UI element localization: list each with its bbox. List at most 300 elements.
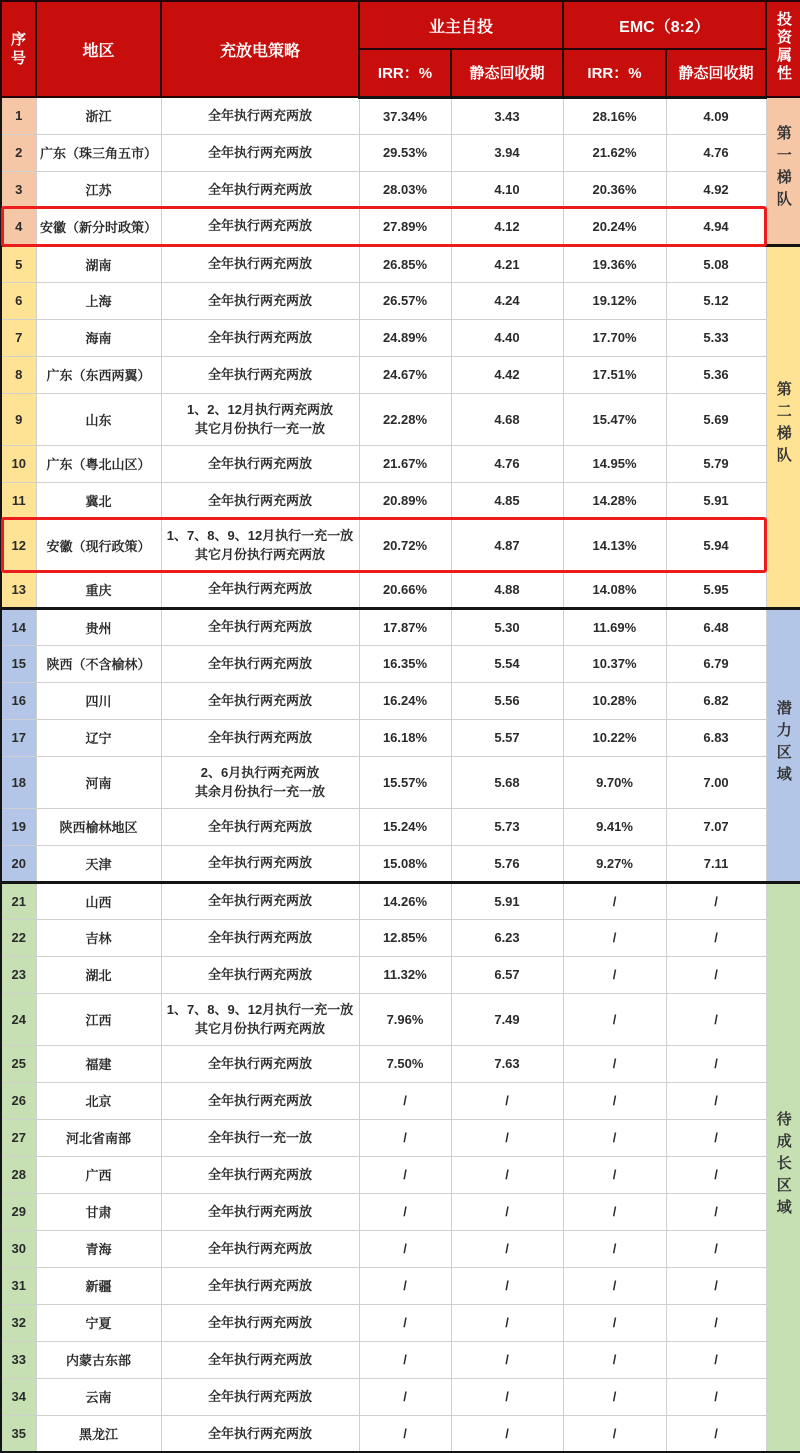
seq-cell: 15 bbox=[1, 645, 36, 682]
table-row bbox=[1, 808, 800, 845]
owner-irr-cell: 7.96% bbox=[359, 993, 451, 1045]
table-row bbox=[1, 171, 800, 208]
emc-irr-cell: 15.47% bbox=[563, 393, 666, 445]
emc-payback-cell: 5.69 bbox=[666, 393, 766, 445]
table-row bbox=[1, 1156, 800, 1193]
strategy-cell bbox=[161, 1304, 359, 1341]
seq-cell: 33 bbox=[1, 1341, 36, 1378]
owner-payback-cell: 4.24 bbox=[451, 282, 563, 319]
emc-payback-cell: / bbox=[666, 882, 766, 919]
strategy-line: 全年执行两充两放 bbox=[207, 966, 312, 982]
strategy-cell bbox=[161, 356, 359, 393]
owner-payback-cell: 3.94 bbox=[451, 134, 563, 171]
emc-payback-cell: / bbox=[666, 1156, 766, 1193]
table-row bbox=[1, 1193, 800, 1230]
header-seq: 序号 bbox=[1, 1, 36, 97]
emc-irr-cell: 14.95% bbox=[563, 445, 666, 482]
seq-cell: 4 bbox=[1, 208, 36, 245]
owner-irr-cell: 26.85% bbox=[359, 245, 451, 282]
region-cell: 吉林 bbox=[36, 919, 161, 956]
strategy-line: 其它月份执行一充一放 bbox=[194, 421, 325, 436]
region-cell: 广东（珠三角五市） bbox=[36, 134, 161, 171]
emc-irr-cell: 9.27% bbox=[563, 845, 666, 882]
owner-payback-cell: / bbox=[451, 1082, 563, 1119]
seq-cell: 22 bbox=[1, 919, 36, 956]
strategy-line: 全年执行两充两放 bbox=[207, 729, 312, 745]
group-attr-label: 潜力区域 bbox=[774, 699, 792, 788]
emc-payback-cell: 7.00 bbox=[666, 756, 766, 808]
strategy-line: 全年执行两充两放 bbox=[207, 692, 312, 708]
owner-payback-cell: / bbox=[451, 1230, 563, 1267]
owner-irr-cell: / bbox=[359, 1341, 451, 1378]
region-cell: 湖北 bbox=[36, 956, 161, 993]
region-cell: 内蒙古东部 bbox=[36, 1341, 161, 1378]
header-owner-group: 业主自投 bbox=[359, 1, 563, 49]
strategy-line: 其余月份执行一充一放 bbox=[194, 784, 325, 799]
emc-payback-cell: / bbox=[666, 1045, 766, 1082]
owner-irr-cell: / bbox=[359, 1193, 451, 1230]
region-cell: 河北省南部 bbox=[36, 1119, 161, 1156]
owner-irr-cell: 27.89% bbox=[359, 208, 451, 245]
group-attr-cell bbox=[766, 882, 800, 1452]
emc-irr-cell: / bbox=[563, 882, 666, 919]
emc-irr-cell: 9.70% bbox=[563, 756, 666, 808]
emc-irr-cell: / bbox=[563, 1119, 666, 1156]
owner-irr-cell: 20.72% bbox=[359, 519, 451, 571]
region-cell: 河南 bbox=[36, 756, 161, 808]
strategy-line: 全年执行两充两放 bbox=[207, 108, 312, 123]
strategy-line: 1、7、8、9、12月执行一充一放 bbox=[166, 527, 354, 543]
emc-payback-cell: 7.11 bbox=[666, 845, 766, 882]
strategy-cell bbox=[161, 1415, 359, 1452]
strategy-line: 全年执行两充两放 bbox=[207, 1203, 312, 1219]
seq-cell: 28 bbox=[1, 1156, 36, 1193]
owner-irr-cell: / bbox=[359, 1156, 451, 1193]
emc-irr-cell: 21.62% bbox=[563, 134, 666, 171]
owner-payback-cell: 4.12 bbox=[451, 208, 563, 245]
seq-cell: 29 bbox=[1, 1193, 36, 1230]
table-row bbox=[1, 1082, 800, 1119]
region-cell: 湖南 bbox=[36, 245, 161, 282]
region-cell: 山西 bbox=[36, 882, 161, 919]
strategy-cell bbox=[161, 1082, 359, 1119]
emc-irr-cell: 20.36% bbox=[563, 171, 666, 208]
owner-irr-cell: 26.57% bbox=[359, 282, 451, 319]
owner-irr-cell: 21.67% bbox=[359, 445, 451, 482]
emc-irr-cell: 10.22% bbox=[563, 719, 666, 756]
seq-cell: 13 bbox=[1, 571, 36, 608]
table-row bbox=[1, 519, 800, 571]
strategy-line: 全年执行一充一放 bbox=[207, 1129, 312, 1145]
owner-irr-cell: / bbox=[359, 1082, 451, 1119]
table-row bbox=[1, 608, 800, 645]
strategy-line: 全年执行两充两放 bbox=[207, 1055, 312, 1071]
emc-irr-cell: / bbox=[563, 1230, 666, 1267]
emc-payback-cell: 5.79 bbox=[666, 445, 766, 482]
seq-cell: 23 bbox=[1, 956, 36, 993]
owner-payback-cell: 4.87 bbox=[451, 519, 563, 571]
seq-cell: 1 bbox=[1, 97, 36, 134]
emc-payback-cell: / bbox=[666, 919, 766, 956]
owner-irr-cell: 11.32% bbox=[359, 956, 451, 993]
seq-cell: 31 bbox=[1, 1267, 36, 1304]
strategy-cell bbox=[161, 571, 359, 608]
strategy-line: 全年执行两充两放 bbox=[207, 893, 312, 909]
header-owner-irr: IRR：% bbox=[359, 49, 451, 97]
emc-payback-cell: 6.79 bbox=[666, 645, 766, 682]
strategy-line: 全年执行两充两放 bbox=[207, 1240, 312, 1256]
strategy-cell bbox=[161, 134, 359, 171]
header-emc-group: EMC（8:2） bbox=[563, 1, 766, 49]
strategy-cell bbox=[161, 608, 359, 645]
strategy-line: 全年执行两充两放 bbox=[207, 256, 312, 272]
region-cell: 江西 bbox=[36, 993, 161, 1045]
region-cell: 上海 bbox=[36, 282, 161, 319]
owner-irr-cell: / bbox=[359, 1230, 451, 1267]
region-cell: 陕西榆林地区 bbox=[36, 808, 161, 845]
owner-irr-cell: 29.53% bbox=[359, 134, 451, 171]
header-emc-irr: IRR：% bbox=[563, 49, 666, 97]
owner-irr-cell: 17.87% bbox=[359, 608, 451, 645]
emc-payback-cell: 5.91 bbox=[666, 482, 766, 519]
seq-cell: 11 bbox=[1, 482, 36, 519]
strategy-line: 全年执行两充两放 bbox=[207, 455, 312, 471]
emc-irr-cell: 28.16% bbox=[563, 97, 666, 134]
group-attr-cell bbox=[766, 245, 800, 608]
group-attr-cell bbox=[766, 97, 800, 245]
table-row bbox=[1, 1415, 800, 1452]
group-attr-label: 第一梯队 bbox=[774, 125, 792, 214]
strategy-line: 全年执行两充两放 bbox=[207, 329, 312, 345]
table-row bbox=[1, 1267, 800, 1304]
owner-payback-cell: 3.43 bbox=[451, 97, 563, 134]
region-cell: 海南 bbox=[36, 319, 161, 356]
emc-irr-cell: / bbox=[563, 919, 666, 956]
strategy-cell bbox=[161, 1119, 359, 1156]
header-strategy: 充放电策略 bbox=[161, 1, 359, 97]
region-cell: 浙江 bbox=[36, 97, 161, 134]
owner-payback-cell: 5.54 bbox=[451, 645, 563, 682]
strategy-line: 1、2、12月执行两充两放 bbox=[187, 401, 333, 417]
emc-irr-cell: / bbox=[563, 1415, 666, 1452]
owner-payback-cell: 4.85 bbox=[451, 482, 563, 519]
strategy-line: 其它月份执行两充两放 bbox=[194, 1021, 325, 1036]
emc-payback-cell: / bbox=[666, 1304, 766, 1341]
table-row bbox=[1, 682, 800, 719]
strategy-line: 全年执行两充两放 bbox=[207, 218, 312, 234]
strategy-cell bbox=[161, 1341, 359, 1378]
emc-payback-cell: / bbox=[666, 1193, 766, 1230]
emc-payback-cell: 7.07 bbox=[666, 808, 766, 845]
table-row bbox=[1, 956, 800, 993]
owner-payback-cell: 7.49 bbox=[451, 993, 563, 1045]
emc-irr-cell: / bbox=[563, 1341, 666, 1378]
table-row bbox=[1, 756, 800, 808]
strategy-line: 全年执行两充两放 bbox=[207, 366, 312, 382]
table-row bbox=[1, 1378, 800, 1415]
owner-payback-cell: 4.88 bbox=[451, 571, 563, 608]
strategy-cell bbox=[161, 756, 359, 808]
region-cell: 甘肃 bbox=[36, 1193, 161, 1230]
strategy-line: 全年执行两充两放 bbox=[207, 1314, 312, 1330]
table-body bbox=[1, 97, 800, 1452]
emc-payback-cell: 5.08 bbox=[666, 245, 766, 282]
header-attr-label: 投资属性 bbox=[775, 10, 793, 83]
emc-irr-cell: 14.28% bbox=[563, 482, 666, 519]
strategy-cell bbox=[161, 919, 359, 956]
owner-payback-cell: 5.56 bbox=[451, 682, 563, 719]
table-row bbox=[1, 1045, 800, 1082]
region-cell: 天津 bbox=[36, 845, 161, 882]
group-attr-cell bbox=[766, 608, 800, 882]
table-row bbox=[1, 1119, 800, 1156]
emc-payback-cell: 5.94 bbox=[666, 519, 766, 571]
strategy-cell bbox=[161, 208, 359, 245]
region-cell: 广东（粤北山区） bbox=[36, 445, 161, 482]
owner-payback-cell: / bbox=[451, 1267, 563, 1304]
owner-irr-cell: 15.24% bbox=[359, 808, 451, 845]
emc-payback-cell: / bbox=[666, 1082, 766, 1119]
table-row bbox=[1, 993, 800, 1045]
region-cell: 重庆 bbox=[36, 571, 161, 608]
seq-cell: 25 bbox=[1, 1045, 36, 1082]
seq-cell: 26 bbox=[1, 1082, 36, 1119]
owner-irr-cell: 24.89% bbox=[359, 319, 451, 356]
table-row bbox=[1, 845, 800, 882]
emc-payback-cell: / bbox=[666, 1378, 766, 1415]
group-attr-label: 待成长区域 bbox=[774, 1110, 792, 1221]
table-row bbox=[1, 482, 800, 519]
strategy-line: 全年执行两充两放 bbox=[207, 855, 312, 871]
strategy-line: 全年执行两充两放 bbox=[207, 1351, 312, 1367]
strategy-line: 全年执行两充两放 bbox=[207, 655, 312, 671]
strategy-cell bbox=[161, 1156, 359, 1193]
owner-irr-cell: 22.28% bbox=[359, 393, 451, 445]
strategy-cell bbox=[161, 719, 359, 756]
emc-payback-cell: 5.12 bbox=[666, 282, 766, 319]
seq-cell: 35 bbox=[1, 1415, 36, 1452]
strategy-cell bbox=[161, 1193, 359, 1230]
emc-irr-cell: / bbox=[563, 993, 666, 1045]
emc-irr-cell: 10.28% bbox=[563, 682, 666, 719]
owner-payback-cell: / bbox=[451, 1193, 563, 1230]
emc-irr-cell: 19.36% bbox=[563, 245, 666, 282]
owner-payback-cell: 4.76 bbox=[451, 445, 563, 482]
emc-irr-cell: / bbox=[563, 1267, 666, 1304]
region-cell: 安徽（现行政策） bbox=[36, 519, 161, 571]
strategy-cell bbox=[161, 1230, 359, 1267]
strategy-cell bbox=[161, 1045, 359, 1082]
region-cell: 陕西（不含榆林） bbox=[36, 645, 161, 682]
strategy-cell bbox=[161, 171, 359, 208]
owner-payback-cell: 4.40 bbox=[451, 319, 563, 356]
seq-cell: 6 bbox=[1, 282, 36, 319]
table-row bbox=[1, 882, 800, 919]
owner-irr-cell: / bbox=[359, 1267, 451, 1304]
owner-irr-cell: 14.26% bbox=[359, 882, 451, 919]
owner-payback-cell: 4.21 bbox=[451, 245, 563, 282]
emc-payback-cell: / bbox=[666, 1119, 766, 1156]
table-row bbox=[1, 319, 800, 356]
emc-irr-cell: 17.51% bbox=[563, 356, 666, 393]
owner-irr-cell: 16.18% bbox=[359, 719, 451, 756]
strategy-line: 1、7、8、9、12月执行一充一放 bbox=[166, 1001, 354, 1017]
emc-irr-cell: / bbox=[563, 1193, 666, 1230]
region-cell: 青海 bbox=[36, 1230, 161, 1267]
region-cell: 贵州 bbox=[36, 608, 161, 645]
region-cell: 新疆 bbox=[36, 1267, 161, 1304]
table-row bbox=[1, 445, 800, 482]
strategy-line: 全年执行两充两放 bbox=[207, 1425, 312, 1441]
strategy-line: 全年执行两充两放 bbox=[207, 144, 312, 160]
emc-payback-cell: / bbox=[666, 1341, 766, 1378]
strategy-line: 全年执行两充两放 bbox=[207, 181, 312, 197]
strategy-line: 全年执行两充两放 bbox=[207, 1277, 312, 1293]
owner-payback-cell: 4.10 bbox=[451, 171, 563, 208]
seq-cell: 5 bbox=[1, 245, 36, 282]
owner-irr-cell: / bbox=[359, 1304, 451, 1341]
emc-irr-cell: / bbox=[563, 1082, 666, 1119]
table-header bbox=[1, 1, 800, 97]
table-row bbox=[1, 1304, 800, 1341]
owner-payback-cell: 6.57 bbox=[451, 956, 563, 993]
owner-payback-cell: / bbox=[451, 1415, 563, 1452]
region-cell: 辽宁 bbox=[36, 719, 161, 756]
owner-payback-cell: 5.76 bbox=[451, 845, 563, 882]
table-row bbox=[1, 356, 800, 393]
emc-irr-cell: 19.12% bbox=[563, 282, 666, 319]
strategy-cell bbox=[161, 1378, 359, 1415]
owner-irr-cell: / bbox=[359, 1119, 451, 1156]
strategy-line: 全年执行两充两放 bbox=[207, 1092, 312, 1108]
seq-cell: 3 bbox=[1, 171, 36, 208]
emc-payback-cell: / bbox=[666, 1230, 766, 1267]
emc-payback-cell: 6.48 bbox=[666, 608, 766, 645]
emc-irr-cell: / bbox=[563, 1304, 666, 1341]
owner-irr-cell: 7.50% bbox=[359, 1045, 451, 1082]
table-row bbox=[1, 393, 800, 445]
owner-irr-cell: 15.57% bbox=[359, 756, 451, 808]
seq-cell: 18 bbox=[1, 756, 36, 808]
strategy-line: 全年执行两充两放 bbox=[207, 581, 312, 597]
seq-cell: 30 bbox=[1, 1230, 36, 1267]
seq-cell: 20 bbox=[1, 845, 36, 882]
owner-irr-cell: 12.85% bbox=[359, 919, 451, 956]
emc-payback-cell: 5.95 bbox=[666, 571, 766, 608]
owner-payback-cell: 4.42 bbox=[451, 356, 563, 393]
table-row bbox=[1, 282, 800, 319]
region-cell: 广东（东西两翼） bbox=[36, 356, 161, 393]
owner-payback-cell: 5.73 bbox=[451, 808, 563, 845]
emc-payback-cell: / bbox=[666, 956, 766, 993]
strategy-cell bbox=[161, 393, 359, 445]
region-cell: 福建 bbox=[36, 1045, 161, 1082]
strategy-line: 全年执行两充两放 bbox=[207, 619, 312, 635]
seq-cell: 24 bbox=[1, 993, 36, 1045]
region-cell: 云南 bbox=[36, 1378, 161, 1415]
strategy-cell bbox=[161, 245, 359, 282]
owner-irr-cell: 20.89% bbox=[359, 482, 451, 519]
emc-irr-cell: 17.70% bbox=[563, 319, 666, 356]
region-cell: 冀北 bbox=[36, 482, 161, 519]
owner-payback-cell: / bbox=[451, 1341, 563, 1378]
owner-irr-cell: 28.03% bbox=[359, 171, 451, 208]
strategy-line: 全年执行两充两放 bbox=[207, 492, 312, 508]
group-attr-label: 第二梯队 bbox=[774, 381, 792, 469]
strategy-line: 其它月份执行两充两放 bbox=[194, 547, 325, 562]
owner-irr-cell: 37.34% bbox=[359, 97, 451, 134]
table-row bbox=[1, 1341, 800, 1378]
owner-irr-cell: / bbox=[359, 1378, 451, 1415]
emc-payback-cell: 4.92 bbox=[666, 171, 766, 208]
table-row bbox=[1, 571, 800, 608]
header-owner-payback: 静态回收期 bbox=[451, 49, 563, 97]
strategy-cell bbox=[161, 956, 359, 993]
strategy-line: 全年执行两充两放 bbox=[207, 292, 312, 308]
seq-cell: 14 bbox=[1, 608, 36, 645]
emc-payback-cell: 4.94 bbox=[666, 208, 766, 245]
header-emc-payback: 静态回收期 bbox=[666, 49, 766, 97]
owner-irr-cell: 24.67% bbox=[359, 356, 451, 393]
strategy-cell bbox=[161, 519, 359, 571]
table-row bbox=[1, 97, 800, 134]
owner-payback-cell: 5.57 bbox=[451, 719, 563, 756]
strategy-cell bbox=[161, 845, 359, 882]
seq-cell: 16 bbox=[1, 682, 36, 719]
owner-payback-cell: / bbox=[451, 1304, 563, 1341]
table-row bbox=[1, 719, 800, 756]
strategy-cell bbox=[161, 1267, 359, 1304]
owner-payback-cell: 5.68 bbox=[451, 756, 563, 808]
owner-irr-cell: / bbox=[359, 1415, 451, 1452]
emc-irr-cell: / bbox=[563, 1156, 666, 1193]
owner-payback-cell: 6.23 bbox=[451, 919, 563, 956]
owner-irr-cell: 16.24% bbox=[359, 682, 451, 719]
emc-payback-cell: 4.76 bbox=[666, 134, 766, 171]
region-cell: 山东 bbox=[36, 393, 161, 445]
seq-cell: 19 bbox=[1, 808, 36, 845]
emc-payback-cell: 6.83 bbox=[666, 719, 766, 756]
owner-payback-cell: 7.63 bbox=[451, 1045, 563, 1082]
strategy-cell bbox=[161, 482, 359, 519]
region-cell: 四川 bbox=[36, 682, 161, 719]
owner-irr-cell: 20.66% bbox=[359, 571, 451, 608]
emc-irr-cell: / bbox=[563, 1378, 666, 1415]
emc-irr-cell: 11.69% bbox=[563, 608, 666, 645]
table-row bbox=[1, 1230, 800, 1267]
region-cell: 黑龙江 bbox=[36, 1415, 161, 1452]
header-region: 地区 bbox=[36, 1, 161, 97]
seq-cell: 8 bbox=[1, 356, 36, 393]
strategy-line: 全年执行两充两放 bbox=[207, 1166, 312, 1182]
owner-payback-cell: / bbox=[451, 1119, 563, 1156]
emc-payback-cell: 5.36 bbox=[666, 356, 766, 393]
emc-payback-cell: / bbox=[666, 1267, 766, 1304]
emc-irr-cell: / bbox=[563, 956, 666, 993]
table-row bbox=[1, 645, 800, 682]
strategy-line: 全年执行两充两放 bbox=[207, 1388, 312, 1404]
emc-payback-cell: / bbox=[666, 1415, 766, 1452]
header-attr bbox=[766, 1, 800, 97]
strategy-line: 全年执行两充两放 bbox=[207, 818, 312, 834]
emc-payback-cell: 5.33 bbox=[666, 319, 766, 356]
seq-cell: 7 bbox=[1, 319, 36, 356]
emc-payback-cell: 4.09 bbox=[666, 97, 766, 134]
table-row bbox=[1, 919, 800, 956]
owner-payback-cell: / bbox=[451, 1156, 563, 1193]
seq-cell: 21 bbox=[1, 882, 36, 919]
strategy-cell bbox=[161, 282, 359, 319]
